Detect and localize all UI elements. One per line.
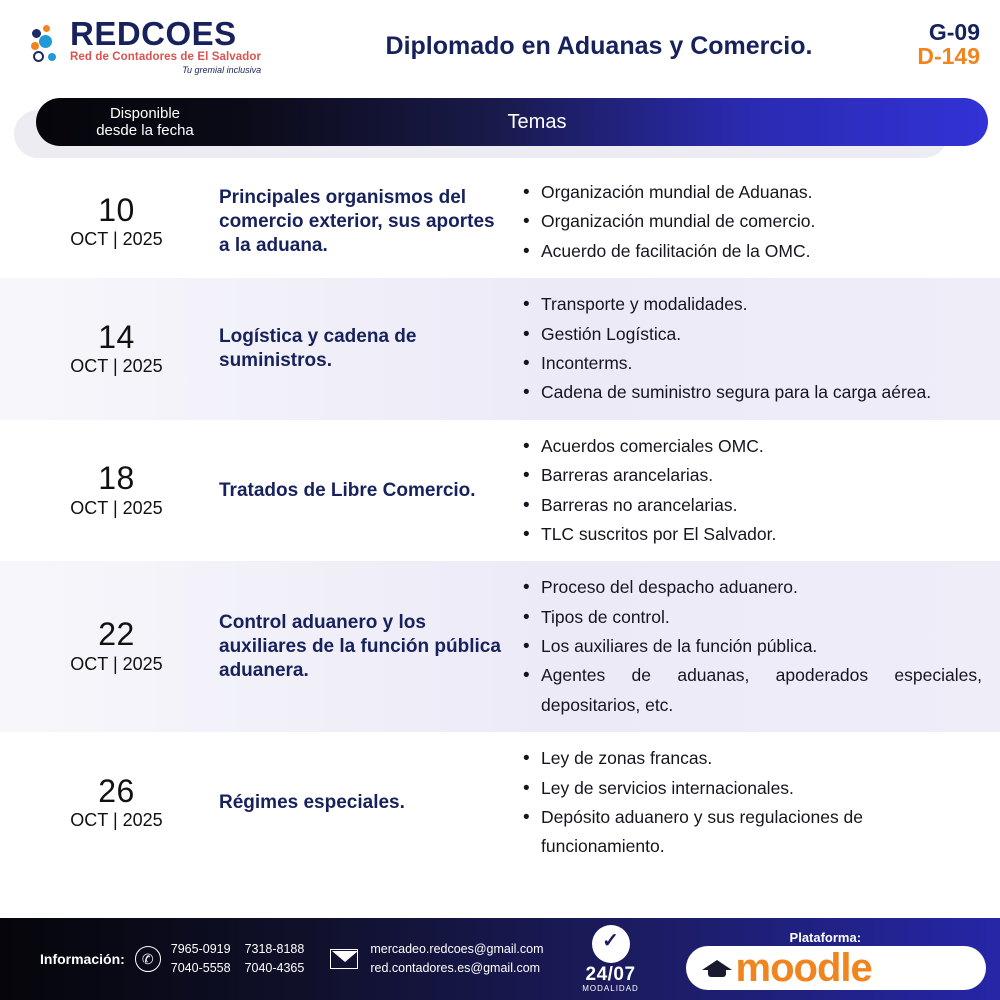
- list-item: • Agentes de aduanas, apoderados especiales, depositarios, etc.: [519, 661, 982, 720]
- phone-number: 7040-5558: [170, 961, 231, 975]
- row-month-year: OCT | 2025: [70, 229, 163, 250]
- row-month-year: OCT | 2025: [70, 356, 163, 377]
- table-row: [0, 278, 1000, 420]
- row-day: 26: [98, 772, 135, 809]
- row-month-year: OCT | 2025: [70, 810, 163, 831]
- list-item: • Gestión Logística.: [519, 320, 982, 349]
- row-topic: Logística y cadena de suministros.: [219, 326, 417, 371]
- row-topic: Principales organismos del comercio exterior, sus aportes a la aduana.: [219, 187, 495, 256]
- banner: [36, 98, 988, 146]
- list-item: • TLC suscritos por El Salvador.: [519, 520, 982, 549]
- row-bullets: [519, 178, 982, 266]
- row-date: [14, 772, 219, 832]
- list-item: • Ley de servicios internacionales.: [519, 774, 982, 803]
- row-day: 22: [98, 616, 135, 653]
- phone-number: 7318-8188: [244, 942, 305, 957]
- row-bullets: [519, 573, 982, 720]
- moodle-logo: [686, 946, 986, 990]
- envelope-icon: [330, 949, 358, 969]
- row-month-year: OCT | 2025: [70, 497, 163, 518]
- email-address[interactable]: red.contadores.es@gmail.com: [370, 961, 541, 975]
- list-item: • Transporte y modalidades.: [519, 290, 982, 319]
- list-item: • Los auxiliares de la función pública.: [519, 632, 982, 661]
- row-topic: Control aduanero y los auxiliares de la función pública aduanera.: [219, 612, 501, 681]
- header: [0, 0, 1000, 92]
- table-row: [0, 732, 1000, 874]
- list-item: • Organización mundial de comercio.: [519, 207, 982, 236]
- row-date: [14, 191, 219, 251]
- row-bullets: [519, 744, 982, 862]
- row-day: 14: [98, 318, 135, 355]
- logo-name: REDCOES: [70, 15, 237, 53]
- clock-check-icon: [592, 925, 630, 963]
- footer: [0, 918, 1000, 1000]
- email-address[interactable]: mercadeo.redcoes@gmail.com: [370, 942, 544, 957]
- footer-emails: [370, 940, 543, 978]
- graduation-cap-icon: [702, 958, 732, 978]
- logo-slogan: Tu gremial inclusiva: [182, 64, 262, 75]
- phone-number: 7965-0919: [170, 942, 231, 957]
- list-item: • Organización mundial de Aduanas.: [519, 178, 982, 207]
- schedule-table: [0, 166, 1000, 874]
- banner-topics-header: Temas: [507, 110, 567, 133]
- redcoes-logo: [30, 17, 280, 75]
- badge-modality: MODALIDAD: [582, 983, 639, 993]
- platform-name: moodle: [735, 946, 872, 990]
- table-header-banner: [0, 94, 1000, 162]
- list-item: • Ley de zonas francas.: [519, 744, 982, 773]
- banner-date-line1: Disponible: [109, 104, 181, 122]
- row-day: 10: [98, 191, 135, 228]
- row-day: 18: [98, 460, 135, 497]
- list-item: • Acuerdo de facilitación de la OMC.: [519, 237, 982, 266]
- logo-text: [70, 17, 261, 75]
- badge-number: 24/07: [585, 963, 636, 985]
- phone-number: 7040-4365: [244, 961, 305, 975]
- list-item: • Inconterms.: [519, 349, 982, 378]
- group-code: G-09: [928, 19, 980, 45]
- banner-date-line2: desde la fecha: [96, 122, 194, 139]
- page-title: Diplomado en Aduanas y Comercio.: [385, 31, 813, 60]
- row-date: [14, 618, 219, 675]
- document-codes: [917, 20, 980, 68]
- row-topic: Tratados de Libre Comercio.: [219, 479, 476, 501]
- table-row: [0, 166, 1000, 278]
- platform-label: Plataforma:: [789, 930, 862, 945]
- logo-dots-icon: [30, 24, 64, 68]
- row-bullets: [519, 290, 982, 408]
- platform-block: [672, 928, 986, 990]
- row-topic: Régimes especiales.: [219, 792, 405, 814]
- list-item: • Proceso del despacho aduanero.: [519, 573, 982, 602]
- row-date: [14, 318, 219, 378]
- table-row: [0, 561, 1000, 732]
- footer-phones: [171, 940, 305, 978]
- document-code: D-149: [917, 43, 980, 70]
- logo-subtitle: Red de Contadores de El Salvador: [70, 51, 262, 64]
- row-date: [14, 462, 219, 519]
- list-item: • Cadena de suministro segura para la carga aérea.: [519, 378, 982, 407]
- banner-date-header: [36, 105, 236, 140]
- modality-badge: [574, 925, 648, 993]
- whatsapp-icon[interactable]: ✆: [135, 946, 161, 972]
- list-item: • Barreras arancelarias.: [519, 461, 982, 490]
- table-row: [0, 420, 1000, 562]
- list-item: • Tipos de control.: [519, 603, 982, 632]
- row-month-year: OCT | 2025: [70, 654, 163, 675]
- list-item: • Depósito aduanero y sus regulaciones de funcionamiento.: [519, 803, 982, 862]
- list-item: • Barreras no arancelarias.: [519, 491, 982, 520]
- footer-info-label: Información:: [40, 951, 125, 967]
- row-bullets: [519, 432, 982, 550]
- list-item: • Acuerdos comerciales OMC.: [519, 432, 982, 461]
